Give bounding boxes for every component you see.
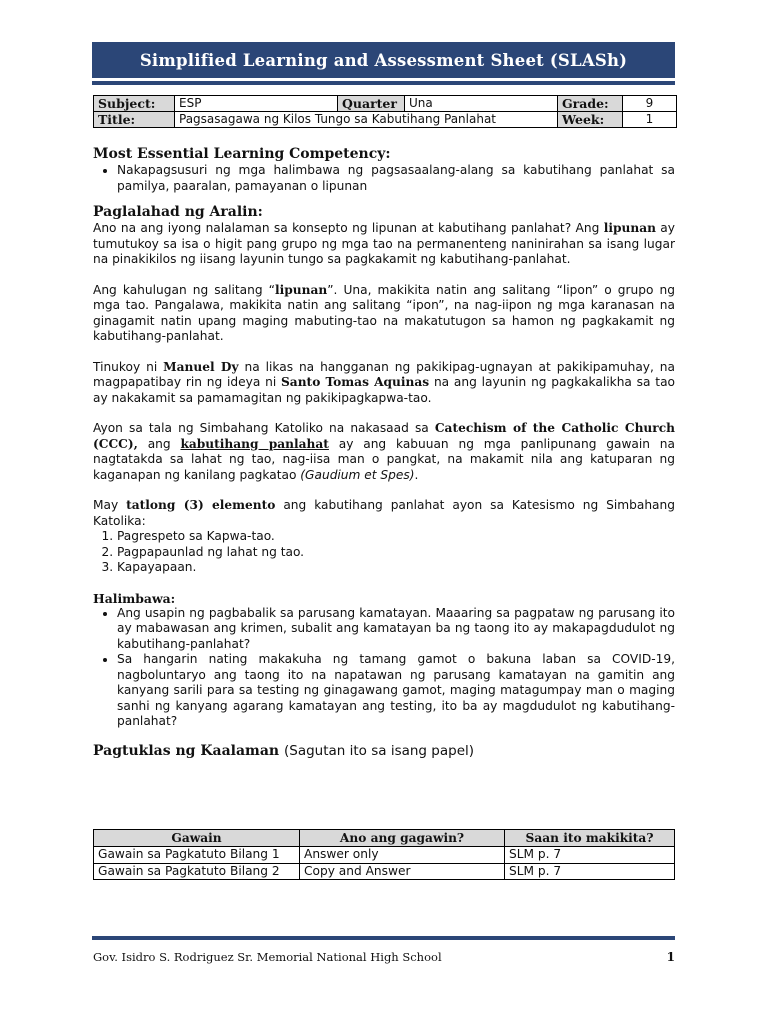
table-row [94,863,675,880]
school-name: Gov. Isidro S. Rodriguez Sr. Memorial National High School [93,950,442,964]
document-banner [92,42,675,78]
example-heading: Halimbawa: [93,590,176,606]
title-value: Pagsasagawa ng Kilos Tungo sa Kabutihang Panlahat [175,112,558,128]
week-value: 1 [623,112,677,128]
list-item: • Sa hangarin nating makakuha ng tamang gamot o bakuna laban sa COVID-19, nagboluntaryo ang taong ito na napatawan ng parusang kamatayan na gamitin ang kanyang sarili para sa testing ng ginagawang gamot, maging matagumpay man o maging sanhi ng kanyang agarang kamatayan ang testing, ito ba ay magdudulot ng kabutihang-panlahat? [117,652,675,730]
week-label: Week: [558,112,623,128]
grade-label: Grade: [558,96,623,112]
lesson-paragraph-4: Ayon sa tala ng Simbahang Katoliko na nakasaad sa Catechism of the Catholic Church (CCC), ang kabutihang panlahat ay ang kabuuan ng mga panlipunang gawain na nagtatakda sa lahat ng tao, nag-iisa man o pangkat, na makamit nila ang katuparan ng kaganapan ng kanilang pagkatao (Gaudium et Spes). [93,421,675,482]
discovery-note: (Sagutan ito sa isang papel) [283,742,475,759]
table-cell: SLM p. 7 [505,847,675,864]
lesson-paragraph-3: Tinukoy ni Manuel Dy na likas na hangganan ng pakikipag-ugnayan at pakikipamuhay, na magpapatibay rin ng ideya ni Santo Tomas Aquinas na ang layunin ng pagkakalikha sa tao ay nakakamit sa pamamagitan ng pakikipagkapwa-tao. [93,359,675,405]
discovery-heading: Pagtuklas ng Kaalaman (Sagutan ito sa isang papel) [93,742,475,759]
list-item: 3. Kapayapaan. [117,560,675,576]
grade-value: 9 [623,96,677,112]
table-cell: Copy and Answer [300,863,505,880]
list-item: 2. Pagpapaunlad ng lahat ng tao. [117,545,675,561]
quarter-label: Quarter [338,96,405,112]
table-cell: Gawain sa Pagkatuto Bilang 1 [94,847,300,864]
lesson-paragraph-2: Ang kahulugan ng salitang “lipunan”. Una, makikita natin ang salitang “lipon” o grupo ng mga tao. Pangalawa, makikita natin ang salitang “ipon”, na nag-iipon ng mga karanasan na ginagamit natin upang maging mabuting-tao na makatutugon sa hamon ng pagkakamit ng kabutihang-panlahat. [93,282,675,343]
column-header: Ano ang gagawin? [300,830,505,847]
table-cell: Answer only [300,847,505,864]
subject-value: ESP [175,96,338,112]
subject-label: Subject: [94,96,175,112]
lesson-paragraph-1: Ano na ang iyong nalalaman sa konsepto ng lipunan at kabutihang panlahat? Ang lipunan ay tumutukoy sa isa o higit pang grupo ng mga tao na permanenteng naninirahan sa isang lugar na pinakikilos ng iisang layunin tungo sa pagkakamit ng kabutihang-panlahat. [93,221,675,266]
document-body [93,145,675,760]
tasks-table [93,829,675,880]
list-item: 1. Pagrespeto sa Kapwa-tao. [117,529,675,545]
page-number: 1 [666,950,675,964]
document-title: Simplified Learning and Assessment Sheet (SLASh) [139,50,628,70]
title-label: Title: [94,112,175,128]
column-header: Saan ito makikita? [505,830,675,847]
footer-rule [92,936,675,940]
banner-rule [92,81,675,85]
list-item: • Ang usapin ng pagbabalik sa parusang kamatayan. Maaaring sa pagpataw ng parusang ito ay mabawasan ang krimen, subalit ang kamatayan ba ng taong ito ay makapagdudulot ng kabutihang-panlahat? [117,606,675,653]
lesson-heading: Paglalahad ng Aralin: [93,204,263,220]
melc-list [93,163,675,194]
table-cell: SLM p. 7 [505,863,675,880]
table-cell: Gawain sa Pagkatuto Bilang 2 [94,863,300,880]
melc-item: • Nakapagsusuri ng mga halimbawa ng pagsasaalang-alang sa kabutihang panlahat sa pamilya, paaralan, pamayanan o lipunan [117,163,675,194]
meta-table [93,95,677,128]
examples-list [93,606,675,730]
quarter-value: Una [405,96,558,112]
lesson-paragraph-5: May tatlong (3) elemento ang kabutihang panlahat ayon sa Katesismo ng Simbahang Katolika: [93,498,675,528]
table-row [94,847,675,864]
page-footer [93,950,675,964]
melc-heading: Most Essential Learning Competency: [93,146,391,162]
elements-list [93,529,675,576]
column-header: Gawain [94,830,300,847]
